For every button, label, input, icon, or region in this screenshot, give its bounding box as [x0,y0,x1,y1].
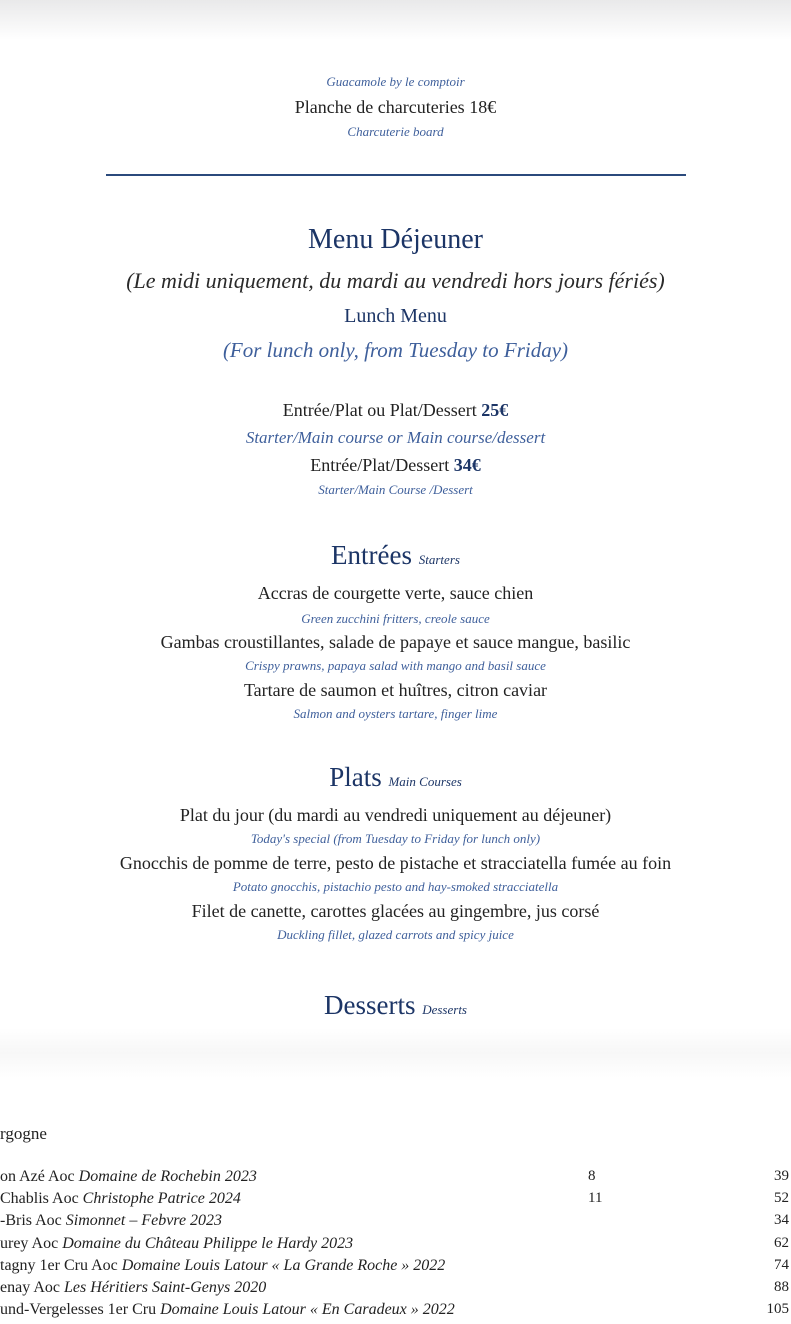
desserts-title: Desserts [323,990,416,1020]
wine-appellation: urey Aoc [0,1234,63,1252]
wine-row [0,1301,455,1319]
plats-title: Plats [329,762,382,792]
top-shadow [0,0,791,40]
entree-item-2-translation: Crispy prawns, papaya salad with mango and basil sauce [245,658,546,673]
wine-producer: Les Héritiers Saint-Genys 2020 [63,1279,267,1296]
entree-item-3: Tartare de saumon et huîtres, citron caviar [243,680,548,700]
wine-producer: Domaine de Rochebin 2023 [78,1168,257,1185]
plat-item-3-translation: Duckling fillet, glazed carrots and spicy juice [277,927,514,942]
section-divider-rule [106,174,686,176]
wine-producer: Domaine du Château Philippe le Hardy 2023 [62,1234,354,1252]
plat-item-1-translation: Today's special (from Tuesday to Friday for lunch only) [250,831,541,846]
wine-producer: Domaine Louis Latour « En Caradeux » 2022 [160,1301,455,1319]
wine-producer: Domaine Louis Latour « La Grande Roche » 2022 [121,1256,446,1274]
wine-row [0,1168,257,1186]
entrees-heading [0,540,791,571]
formula-1-price: 25€ [481,400,509,420]
guacamole-translation: Guacamole by le comptoir [326,74,465,89]
wine-row [0,1279,266,1297]
wine-bottle-price: 39 [774,1168,789,1184]
formula-1-label: Entrée/Plat ou Plat/Dessert [282,400,477,420]
entrees-title: Entrées [331,540,413,570]
entree-item-2: Gambas croustillantes, salade de papaye et sauce mangue, basilic [160,632,631,652]
formula-1 [0,400,791,421]
formula-2-label: Entrée/Plat/Dessert [310,455,450,475]
wine-bottle-price: 88 [774,1279,789,1295]
charcuterie-item: Planche de charcuteries 18€ [294,97,497,117]
entree-item-1-translation: Green zucchini fritters, creole sauce [301,611,490,626]
plat-item-2-translation: Potato gnocchis, pistachio pesto and hay-smoked stracciatella [232,879,559,894]
wine-row [0,1212,222,1230]
wine-bottle-price: 52 [774,1190,789,1207]
formula-1-translation: Starter/Main course or Main course/dessert [245,428,546,447]
wine-appellation: tagny 1er Cru Aoc [0,1256,122,1274]
wine-bottle-price: 105 [766,1301,789,1318]
wine-appellation: -Bris Aoc [0,1212,66,1230]
plat-item-3: Filet de canette, carottes glacées au gingembre, jus corsé [191,901,600,921]
wine-glass-price: 11 [588,1190,603,1207]
lunch-menu-title: Menu Déjeuner [308,224,483,255]
wine-row [0,1235,353,1253]
wine-row [0,1190,241,1208]
lunch-subtitle-en: (For lunch only, from Tuesday to Friday) [222,338,569,362]
wine-bottle-price: 34 [774,1212,789,1229]
page-break-fade [0,1028,791,1078]
plats-heading [0,762,791,793]
formula-2-price: 34€ [453,455,481,475]
wine-producer: Simonnet – Febvre 2023 [65,1212,223,1230]
wine-producer: Christophe Patrice 2024 [82,1190,241,1208]
wine-appellation: und-Vergelesses 1er Cru [0,1301,161,1319]
desserts-heading [0,990,791,1021]
wine-appellation: Chablis Aoc [0,1190,83,1208]
entrees-subtitle: Starters [418,552,460,567]
plat-item-2: Gnocchis de pomme de terre, pesto de pistache et stracciatella fumée au foin [119,853,672,873]
charcuterie-translation: Charcuterie board [347,124,444,139]
formula-2 [0,455,791,476]
formula-2-translation: Starter/Main Course /Dessert [318,482,473,497]
desserts-subtitle: Desserts [422,1002,467,1017]
plats-subtitle: Main Courses [388,774,462,789]
entree-item-3-translation: Salmon and oysters tartare, finger lime [293,706,498,721]
wine-glass-price: 8 [588,1168,596,1184]
wine-bottle-price: 74 [774,1256,789,1273]
entree-item-1: Accras de courgette verte, sauce chien [257,583,534,603]
wine-appellation: enay Aoc [0,1279,64,1296]
lunch-title-en: Lunch Menu [344,305,447,327]
plat-item-1: Plat du jour (du mardi au vendredi uniquement au déjeuner) [179,805,612,825]
wine-region-heading: rgogne [0,1124,47,1143]
wine-bottle-price: 62 [774,1234,789,1251]
wine-row [0,1257,445,1275]
wine-appellation: on Azé Aoc [0,1168,79,1185]
lunch-subtitle-fr: (Le midi uniquement, du mardi au vendredi hors jours fériés) [126,268,665,293]
